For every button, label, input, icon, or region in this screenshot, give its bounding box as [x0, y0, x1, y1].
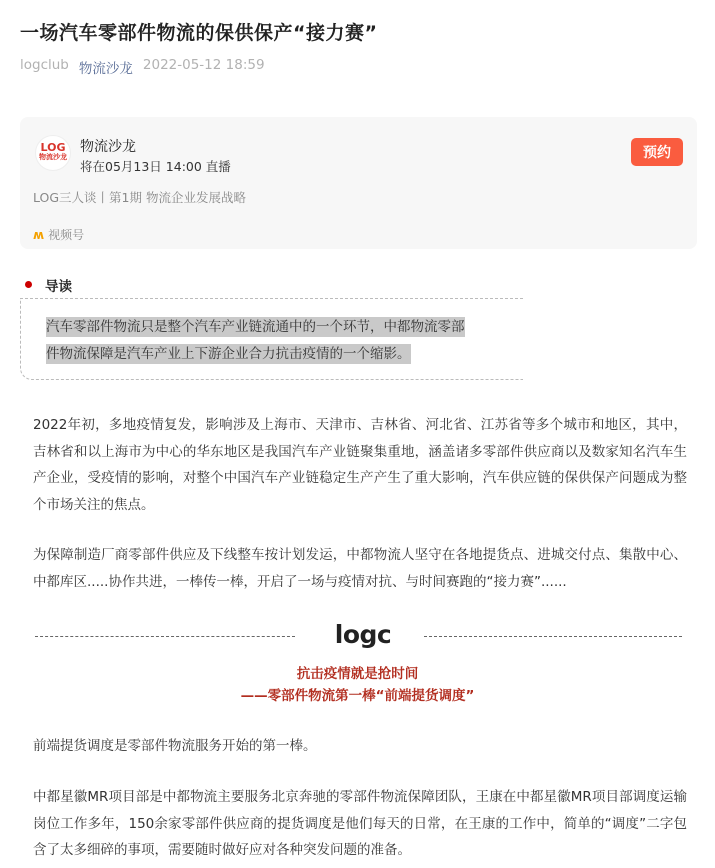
section-title: 抗击疫情就是抢时间 [296, 666, 419, 682]
live-account-name: 物流沙龙 [80, 139, 136, 155]
bullet-dot-icon [25, 281, 32, 288]
logo-text: LOG [40, 141, 66, 154]
guide-text [46, 314, 506, 368]
publish-date: 2022-05-12 18:59 [142, 57, 265, 73]
paragraph-3: 前端提货调度是零部件物流服务开始的第一棒。 [33, 738, 317, 754]
article-meta [20, 57, 265, 77]
logo-subtext: 物流沙龙 [39, 153, 67, 162]
paragraph-4: 中都星徽MR项目部是中都物流主要服务北京奔驰的零部件物流保障团队，王康在中都星徽MR项目部调度运输岗位工作多年，150余家零部件供应商的提货调度是他们每天的日常，在王康的工作中，简单的“调度”二字包含了太多细碎的事项，需要随时做好应对各种突发问题的准备。 [33, 789, 687, 858]
article-source: logclub [20, 57, 69, 73]
guide-heading: 导读 [45, 279, 72, 295]
account-link[interactable]: 物流沙龙 [78, 61, 133, 77]
channel-row [33, 226, 84, 243]
guide-line-2: 件物流保障是汽车产业上下游企业合力抗击疫情的一个缩影。 [46, 346, 411, 362]
live-subtitle: LOG三人谈丨第1期 物流企业发展战略 [33, 190, 246, 205]
section-brand-logo: logc [334, 620, 392, 649]
divider-right [424, 636, 682, 637]
section-subtitle: ——零部件物流第一棒“前端提货调度” [240, 688, 475, 704]
channels-icon: ʍ [33, 227, 45, 242]
paragraph-1: 2022年初，多地疫情复发，影响涉及上海市、天津市、吉林省、河北省、江苏省等多个城市和地区，其中，吉林省和以上海市为中心的华东地区是我国汽车产业链聚集重地，涵盖诸多零部件供应商以及数家知名汽车生产企业，受疫情的影响，对整个中国汽车产业链稳定生产产生了重大影响，汽车供应链的保供保产问题成为整个市场关注的焦点。 [33, 417, 687, 513]
live-time: 将在05月13日 14:00 直播 [80, 159, 231, 174]
divider-left [35, 636, 295, 637]
paragraph-2: 为保障制造厂商零部件供应及下线整车按计划发运，中都物流人坚守在各地提货点、进城交付点、集散中心、中都库区.....协作共进，一棒传一棒，开启了一场与疫情对抗、与时间赛跑的“接力赛”...... [33, 547, 687, 590]
reserve-button[interactable]: 预约 [631, 138, 683, 166]
channel-label: 视频号 [48, 228, 85, 242]
guide-line-1: 汽车零部件物流只是整个汽车产业链流通中的一个环节，中都物流零部 [46, 319, 465, 335]
article-title: 一场汽车零部件物流的保供保产“接力赛” [20, 22, 378, 44]
live-reservation-card[interactable] [20, 117, 697, 249]
account-avatar [35, 135, 71, 171]
